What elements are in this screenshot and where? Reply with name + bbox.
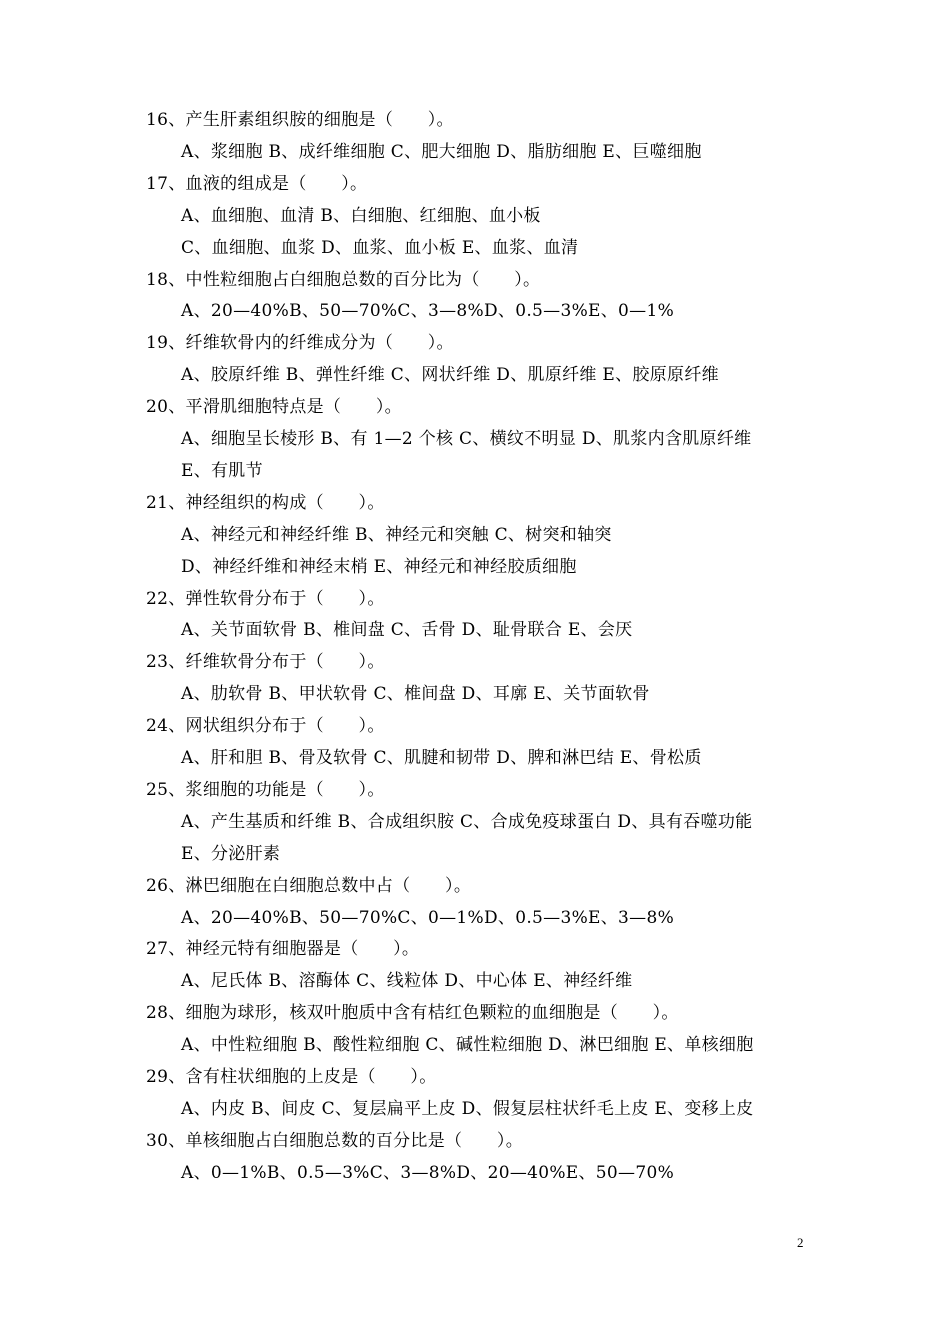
answer-options: E、分泌肝素 — [181, 843, 281, 864]
answer-options: A、血细胞、血清 B、白细胞、红细胞、血小板 — [181, 205, 541, 226]
question-stem: 29、含有柱状细胞的上皮是（ ）。 — [146, 1067, 437, 1087]
question-stem: 22、弹性软骨分布于（ ）。 — [146, 588, 385, 609]
question-stem: 19、纤维软骨内的纤维成分为（ ）。 — [146, 333, 454, 354]
answer-options: A、肝和胆 B、骨及软骨 C、肌腱和韧带 D、脾和淋巴结 E、骨松质 — [181, 748, 702, 768]
answer-options: D、神经纤维和神经末梢 E、神经元和神经胶质细胞 — [181, 556, 577, 577]
answer-options: A、细胞呈长棱形 B、有 1—2 个核 C、横纹不明显 D、肌浆内含肌原纤维 — [181, 429, 752, 449]
answer-options: A、中性粒细胞 B、酸性粒细胞 C、碱性粒细胞 D、淋巴细胞 E、单核细胞 — [181, 1035, 754, 1056]
question-stem: 17、血液的组成是（ ）。 — [146, 173, 368, 194]
answer-options: A、20—40%B、50—70%C、0—1%D、0.5—3%E、3—8% — [181, 907, 675, 928]
answer-options: A、胶原纤维 B、弹性纤维 C、网状纤维 D、肌原纤维 E、胶原原纤维 — [181, 365, 719, 386]
answer-options: A、20—40%B、50—70%C、3—8%D、0.5—3%E、0—1% — [181, 301, 675, 322]
question-stem: 20、平滑肌细胞特点是（ ）。 — [146, 397, 402, 418]
answer-options: A、尼氏体 B、溶酶体 C、线粒体 D、中心体 E、神经纤维 — [181, 971, 633, 992]
question-stem: 26、淋巴细胞在白细胞总数中占（ ）。 — [146, 875, 472, 896]
answer-options: A、内皮 B、间皮 C、复层扁平上皮 D、假复层柱状纤毛上皮 E、变移上皮 — [181, 1098, 754, 1119]
question-stem: 16、产生肝素组织胺的细胞是（ ）。 — [146, 110, 454, 130]
answer-options: A、产生基质和纤维 B、合成组织胺 C、合成免疫球蛋白 D、具有吞噬功能 — [181, 811, 753, 832]
question-stem: 27、神经元特有细胞器是（ ）。 — [146, 939, 420, 960]
answer-options: A、浆细胞 B、成纤维细胞 C、肥大细胞 D、脂肪细胞 E、巨噬细胞 — [181, 141, 702, 162]
question-stem: 30、单核细胞占白细胞总数的百分比是（ ）。 — [146, 1130, 524, 1151]
question-stem: 28、细胞为球形，核双叶胞质中含有桔红色颗粒的血细胞是（ ）。 — [146, 1003, 679, 1024]
question-stem: 23、纤维软骨分布于（ ）。 — [146, 652, 385, 673]
question-stem: 21、神经组织的构成（ ）。 — [146, 492, 385, 513]
answer-options: A、关节面软骨 B、椎间盘 C、舌骨 D、耻骨联合 E、会厌 — [181, 620, 633, 641]
answer-options: A、肋软骨 B、甲状软骨 C、椎间盘 D、耳廓 E、关节面软骨 — [181, 684, 650, 705]
question-stem: 25、浆细胞的功能是（ ）。 — [146, 779, 385, 800]
answer-options: C、血细胞、血浆 D、血浆、血小板 E、血浆、血清 — [181, 237, 579, 258]
question-stem: 24、网状组织分布于（ ）。 — [146, 716, 385, 737]
answer-options: A、0—1%B、0.5—3%C、3—8%D、20—40%E、50—70% — [181, 1162, 675, 1183]
question-stem: 18、中性粒细胞占白细胞总数的百分比为（ ）。 — [146, 269, 541, 290]
answer-options: E、有肌节 — [181, 460, 263, 481]
page-number: 2 — [797, 1235, 804, 1250]
answer-options: A、神经元和神经纤维 B、神经元和突触 C、树突和轴突 — [181, 524, 612, 545]
